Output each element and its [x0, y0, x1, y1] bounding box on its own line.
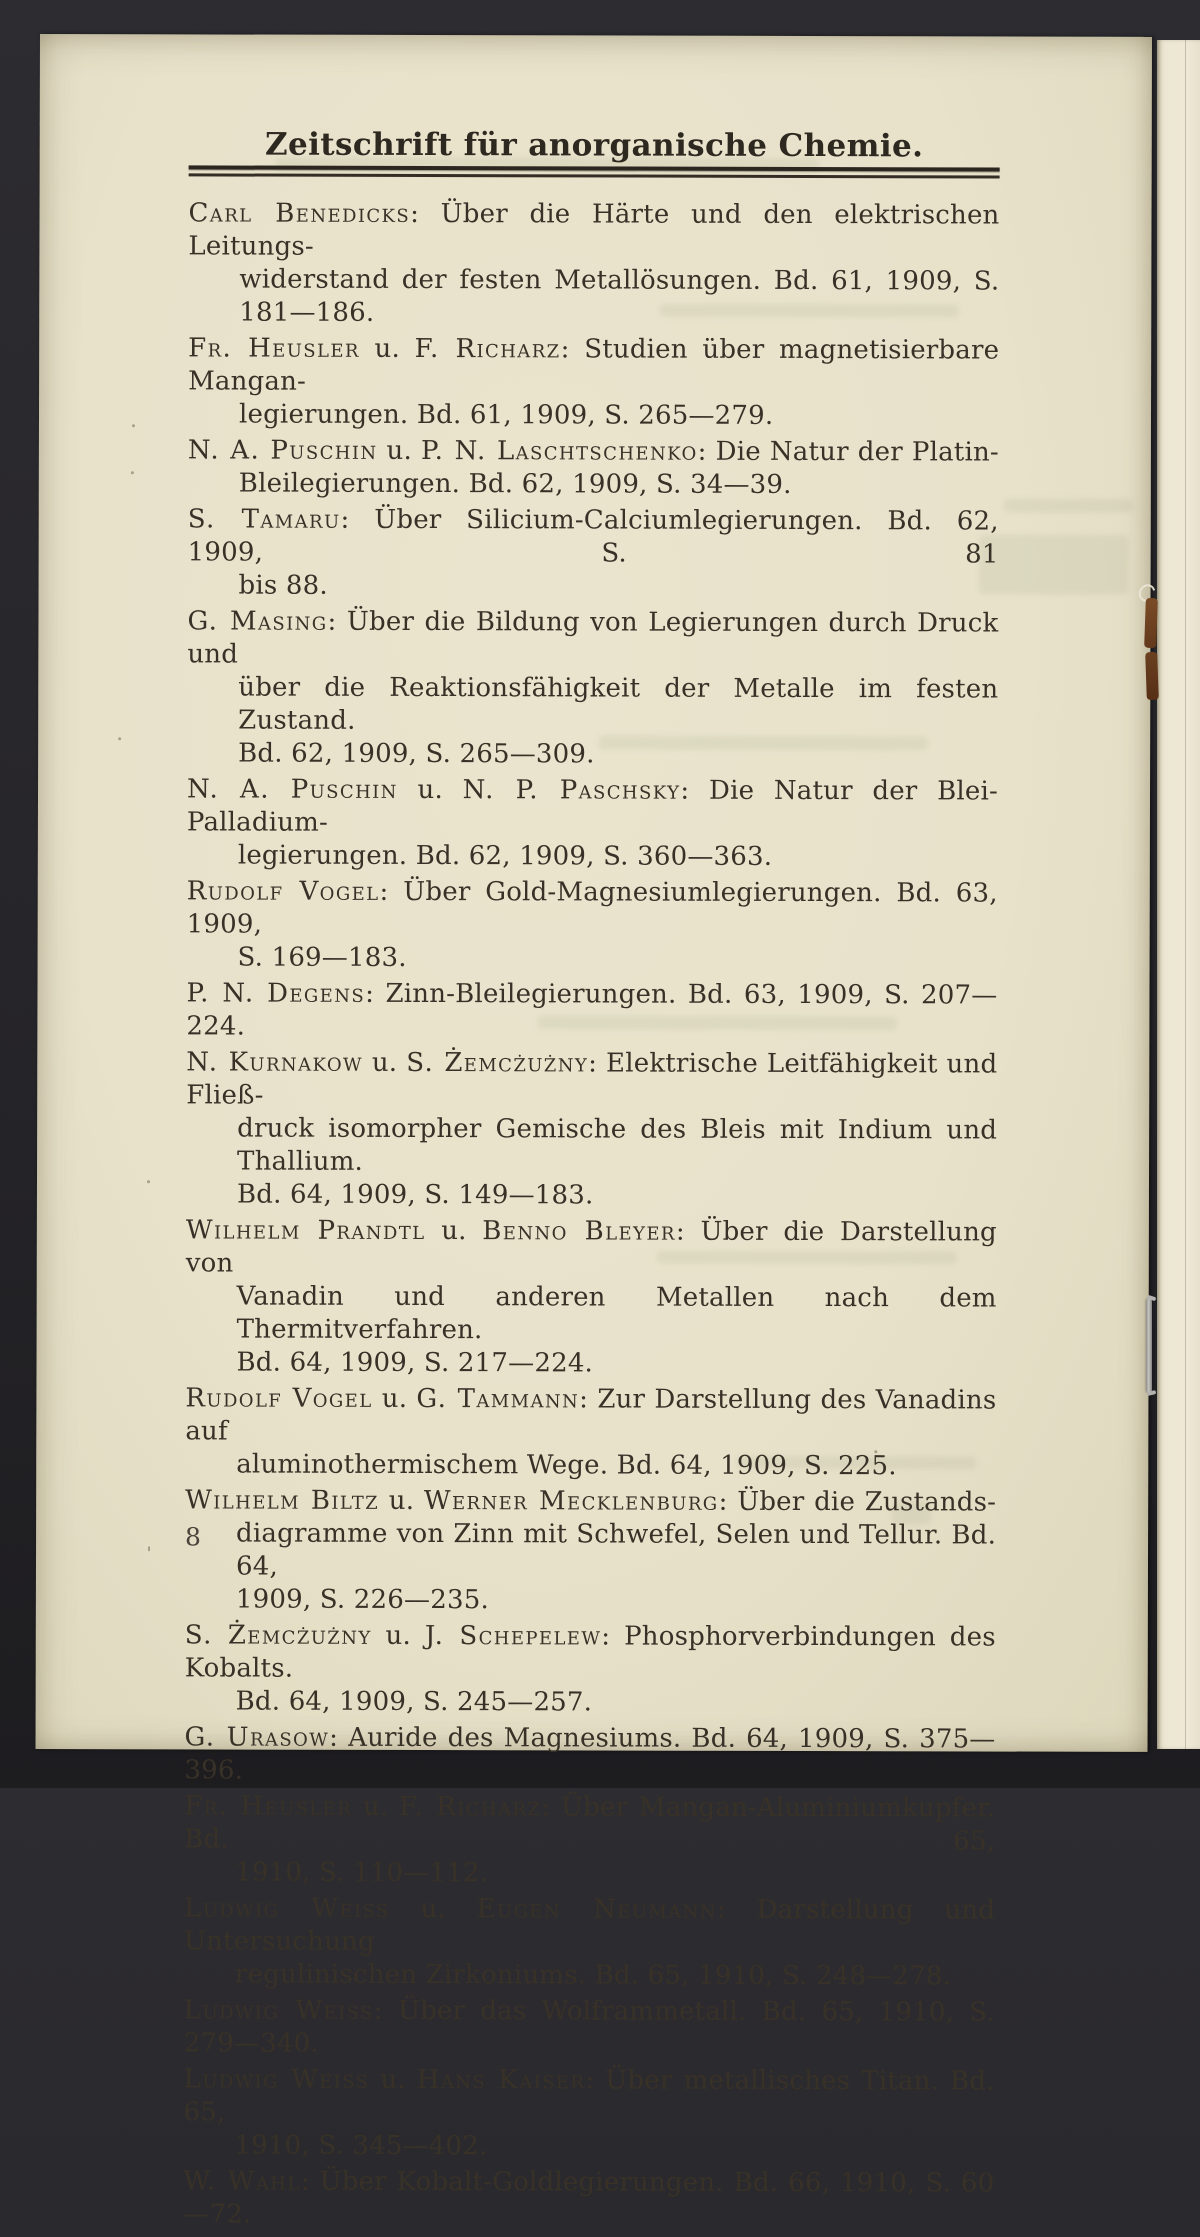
entry-text: legierungen. Bd. 61, 1909, S. 265—279.	[238, 399, 774, 431]
entry-line	[185, 1685, 996, 1720]
entry-line	[184, 1790, 995, 1858]
entry-text: u.	[372, 1383, 417, 1414]
author-name: Wilhelm Prandtl	[185, 1215, 426, 1247]
author-name: Wilhelm Biltz	[185, 1485, 380, 1516]
bibliography-list	[183, 197, 999, 2236]
entry-text: bis 88.	[238, 570, 328, 601]
ghost-bleedthrough	[1004, 499, 1134, 513]
rule-line-bottom	[189, 173, 1000, 178]
author-name: J. Schepelew	[424, 1621, 602, 1652]
entry-line	[188, 503, 999, 571]
ghost-bleedthrough	[979, 534, 1129, 594]
entry-line	[188, 263, 999, 331]
bibliography-entry	[188, 434, 999, 502]
author-name: Ludwig Weiss	[184, 1893, 390, 1924]
bibliography-entry	[188, 503, 999, 604]
entry-text: diagramme von Zinn mit Schwefel, Selen und Tellur. Bd. 64,	[235, 1518, 997, 1582]
entry-text: widerstand der festen Metallösungen. Bd. 61, 1909, S. 181—186.	[239, 264, 1000, 328]
entry-text: u.	[425, 1216, 483, 1247]
entry-text: Bd. 64, 1909, S. 149—183.	[236, 1179, 594, 1211]
bibliography-entry	[187, 773, 998, 874]
bibliography-entry	[187, 875, 998, 976]
entry-line	[188, 398, 999, 433]
book-page	[36, 34, 1152, 2230]
bibliography-entry	[184, 1994, 995, 2062]
author-name: S. Tamaru	[187, 504, 341, 535]
author-name: Carl Benedicks	[188, 198, 411, 229]
author-name: F. Richarz	[414, 333, 561, 365]
entry-text: S. 169—183.	[237, 942, 407, 973]
author-name: Fr. Heusler	[188, 333, 360, 364]
entry-text: Vanadin und anderen Metallen nach dem Thermitverfahren.	[236, 1281, 997, 1346]
entry-text: : Die Natur der Platin-	[697, 436, 999, 468]
bibliography-entry	[186, 1046, 997, 1213]
author-name: Rudolf Vogel	[185, 1383, 373, 1414]
entry-line	[183, 2129, 994, 2164]
bibliography-entry	[183, 2063, 994, 2164]
entry-text: Bd. 64, 1909, S. 245—257.	[235, 1686, 593, 1718]
entry-line	[188, 332, 999, 400]
entry-text: : Zinn-Bleilegierungen. Bd. 63, 1909, S. 207—224.	[186, 978, 998, 1042]
journal-title: Zeitschrift für anorganische Chemie.	[264, 126, 924, 165]
entry-line	[185, 1619, 996, 1687]
thread-segment	[1145, 652, 1159, 700]
entry-text: u.	[377, 435, 422, 466]
entry-text: : Über die Bildung von Legierungen durch Druck und	[187, 606, 999, 670]
entry-text: 1909, S. 226—235.	[235, 1584, 489, 1616]
entry-line	[188, 467, 999, 502]
entry-line	[185, 1346, 996, 1381]
entry-line	[184, 1721, 995, 1789]
entry-line	[183, 2165, 994, 2233]
page-number: 8	[185, 1522, 202, 1552]
entry-line	[188, 434, 999, 469]
entry-line	[186, 1214, 997, 1282]
entry-text: : Über metallisches Titan. Bd. 65,	[183, 2065, 995, 2128]
entry-text: : Die Natur der Blei-Palladium-	[186, 775, 999, 838]
bibliography-entry	[184, 1892, 995, 1993]
entry-text: über die Reaktionsfähigkeit der Metalle im festen Zustand.	[238, 672, 999, 736]
entry-text: u.	[352, 1791, 400, 1822]
entry-text: regulinischen Zirkoniums. Bd. 65, 1910, S. 248—278.	[234, 1959, 952, 1992]
entry-text: : Über Gold-Magnesiumlegierungen. Bd. 63, 1909,	[186, 876, 998, 940]
author-name: Hans Kaiser	[416, 2064, 586, 2096]
author-name: S. Żemcżużny	[184, 1620, 372, 1651]
entry-line	[184, 1958, 995, 1993]
author-name: Eugen Neumann	[476, 1894, 717, 1925]
entry-text: : Phosphorverbindungen des Kobalts.	[184, 1621, 996, 1684]
author-name: Ludwig Weiss	[183, 1995, 374, 2026]
entry-text: : Elektrische Leitfähigkeit und Fließ-	[186, 1048, 998, 1111]
author-name: Ludwig Weiss	[183, 2064, 370, 2095]
rule-line-top	[189, 165, 1000, 171]
binding-thread	[1143, 588, 1159, 706]
entry-line	[187, 671, 998, 739]
entry-text: u.	[369, 2064, 417, 2095]
entry-text: u.	[371, 1620, 425, 1652]
entry-text: u.	[362, 1047, 407, 1078]
page-crease	[1185, 40, 1186, 1749]
double-rule	[189, 165, 1000, 178]
bibliography-entry	[185, 1382, 996, 1483]
entry-text: legierungen. Bd. 62, 1909, S. 360—363.	[237, 840, 773, 872]
bibliography-entry	[188, 197, 999, 331]
author-name: G. Masing	[187, 606, 328, 637]
entry-text: : Zur Darstellung des Vanadins auf	[185, 1384, 997, 1447]
entry-line	[188, 197, 999, 265]
entry-text: aluminothermischem Wege. Bd. 64, 1909, S. 225.	[236, 1449, 897, 1482]
author-name: N. Kurnakow	[186, 1047, 363, 1078]
entry-line	[184, 1994, 995, 2062]
entry-line	[187, 605, 998, 673]
entry-text: : Über Silicium-Calciumlegierungen. Bd. 62, 1909, S. 81	[187, 504, 999, 570]
entry-text: 1910, S. 110—112.	[235, 1857, 489, 1889]
binding-staple	[1146, 1298, 1152, 1393]
entry-text: 1910, S. 345—402.	[234, 2130, 488, 2162]
entry-line	[186, 1178, 997, 1213]
entry-text: Bd. 64, 1909, S. 217—224.	[236, 1347, 594, 1379]
entry-line	[187, 875, 998, 943]
author-name: S. Żemcżużny	[406, 1047, 589, 1079]
entry-line	[185, 1583, 996, 1618]
dust-speck	[147, 1180, 150, 1183]
bibliography-entry	[185, 1214, 996, 1381]
entry-line	[187, 737, 998, 772]
author-name: Fr. Heusler	[184, 1791, 353, 1822]
bibliography-entry	[185, 1619, 996, 1720]
author-name: Werner Mecklenburg	[423, 1486, 719, 1517]
entry-line	[184, 1856, 995, 1891]
thread-segment	[1144, 598, 1158, 648]
bibliography-entry	[187, 605, 998, 772]
entry-text: u.	[379, 1485, 424, 1517]
author-name: Benno Bleyer	[482, 1216, 676, 1247]
entry-line	[185, 1448, 996, 1483]
entry-text: u.	[389, 1893, 477, 1925]
author-name: N. A. Puschin	[186, 774, 398, 805]
entry-text: : Über die Zustands-	[718, 1486, 997, 1518]
entry-text: u.	[397, 774, 463, 806]
entry-text: Bd. 62, 1909, S. 265—309.	[238, 738, 595, 770]
bibliography-entry	[186, 977, 997, 1045]
author-name: Rudolf Vogel	[186, 876, 380, 907]
entry-line	[185, 1382, 996, 1450]
entry-line	[184, 1892, 995, 1960]
entry-line	[186, 1046, 997, 1114]
entry-line	[188, 569, 999, 604]
bibliography-entry	[184, 1721, 995, 1789]
entry-text: u.	[359, 333, 415, 364]
dust-speck	[132, 424, 135, 427]
entry-line	[185, 1484, 996, 1519]
entry-line	[186, 1112, 997, 1180]
entry-line	[187, 941, 998, 976]
dust-speck	[148, 1546, 150, 1551]
dust-speck	[131, 471, 134, 474]
entry-text: Bleilegierungen. Bd. 62, 1909, S. 34—39.	[238, 468, 792, 500]
entry-text: : Auride des Magnesiums. Bd. 64, 1909, S. 375—396.	[184, 1722, 996, 1786]
author-name: N. P. Paschsky	[462, 775, 681, 806]
adjacent-page-edge	[1157, 40, 1200, 1749]
dust-speck	[118, 737, 121, 740]
entry-line	[185, 1517, 996, 1585]
entry-text: : Über die Härte und den elektrischen Leitungs-	[188, 198, 1000, 262]
entry-line	[186, 977, 997, 1045]
bibliography-entry	[183, 2165, 994, 2233]
author-name: N. A. Puschin	[187, 435, 378, 466]
entry-line	[184, 2063, 995, 2131]
entry-text: druck isomorpher Gemische des Bleis mit Indium und Thallium.	[237, 1113, 998, 1177]
author-name: W. Wahl	[183, 2166, 301, 2197]
bibliography-entry	[184, 1790, 995, 1891]
author-name: G. Tammann	[416, 1383, 580, 1415]
entry-text: : Über die Darstellung von	[185, 1216, 997, 1279]
entry-text: : Studien über magnetisierbare Mangan-	[188, 334, 1000, 397]
bibliography-entry	[188, 332, 999, 433]
entry-line	[187, 839, 998, 874]
author-name: P. N. Laschtschenko	[421, 435, 698, 467]
entry-line	[186, 1280, 997, 1348]
entry-text: : Darstellung und Untersuchung	[183, 1894, 996, 1957]
bibliography-entry	[185, 1484, 996, 1618]
entry-text: : Über das Wolframmetall. Bd. 65, 1910, S. 279—340.	[183, 1995, 995, 2059]
entry-text: : Über Kobalt-Goldlegierungen. Bd. 66, 1910, S. 60—72.	[183, 2166, 995, 2230]
entry-text: : Über Mangan-Aluminiumkupfer. Bd. 65,	[184, 1792, 996, 1857]
entry-line	[187, 773, 998, 841]
author-name: P. N. Degens	[186, 978, 366, 1009]
author-name: F. Richarz	[399, 1791, 542, 1823]
author-name: G. Urasow	[184, 1722, 330, 1753]
